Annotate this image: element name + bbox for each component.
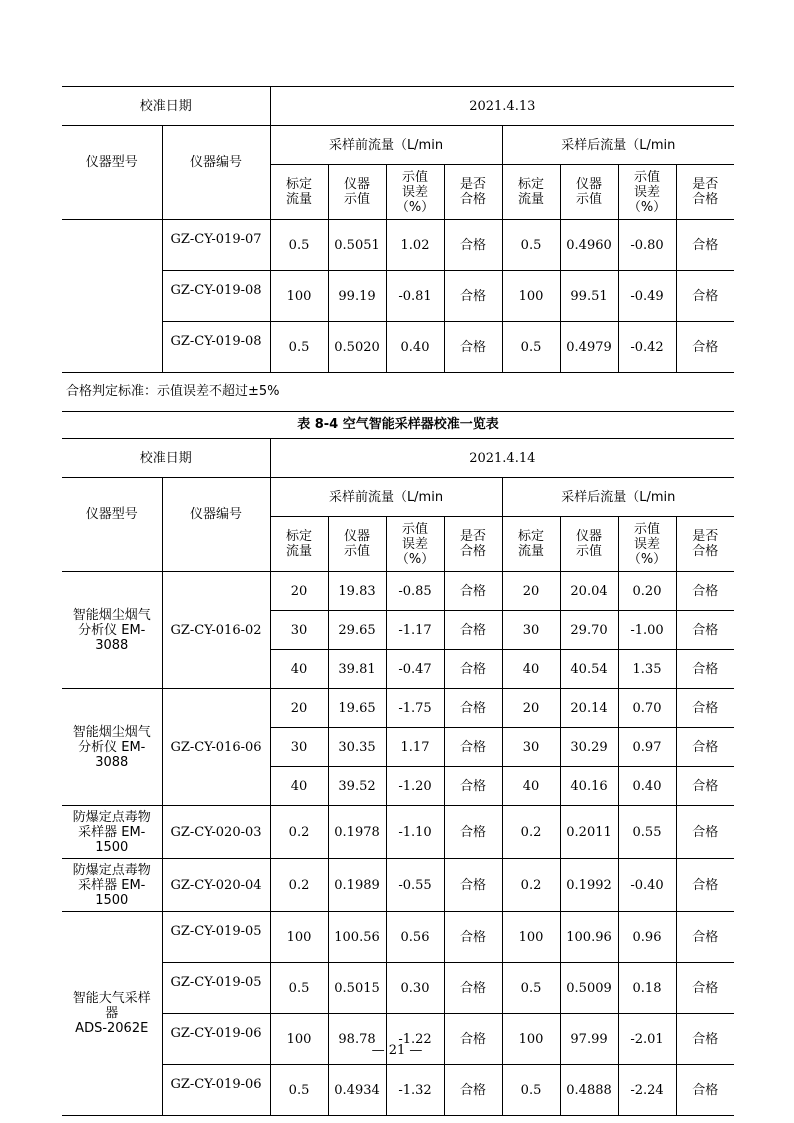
post-value: 合格: [676, 1014, 734, 1065]
post-value: 0.96: [618, 912, 676, 963]
post-value: 29.70: [560, 611, 618, 650]
post-value: 合格: [676, 572, 734, 611]
post-value: 0.5: [502, 963, 560, 1014]
post-value: -2.24: [618, 1065, 676, 1116]
pre-value: 合格: [444, 912, 502, 963]
id-cell: GZ-CY-019-06: [162, 1014, 270, 1065]
post-value: 40.54: [560, 650, 618, 689]
pre-value: 合格: [444, 767, 502, 806]
pre-value: 0.2: [270, 859, 328, 912]
pre-value: 合格: [444, 611, 502, 650]
sub-header: 仪器 示值: [560, 517, 618, 572]
post-value: 100: [502, 1014, 560, 1065]
pre-value: 合格: [444, 650, 502, 689]
pre-value: 0.4934: [328, 1065, 386, 1116]
post-value: 0.70: [618, 689, 676, 728]
post-value: 0.5: [502, 220, 560, 271]
pre-value: 19.83: [328, 572, 386, 611]
post-value: 100.96: [560, 912, 618, 963]
post-value: 20: [502, 572, 560, 611]
table-caption: 表 8-4 空气智能采样器校准一览表: [297, 417, 499, 432]
post-value: 0.1992: [560, 859, 618, 912]
sub-header: 示值 误差 （%）: [618, 165, 676, 220]
pre-value: 合格: [444, 271, 502, 322]
post-value: 0.5009: [560, 963, 618, 1014]
post-value: 20.14: [560, 689, 618, 728]
pre-value: 30: [270, 728, 328, 767]
qualification-note: 合格判定标准：示值误差不超过±5%: [62, 373, 734, 412]
pre-value: -1.75: [386, 689, 444, 728]
table-row: [62, 1065, 734, 1116]
id-cell: GZ-CY-019-07: [162, 220, 270, 271]
pre-value: 0.5: [270, 322, 328, 373]
pre-flow-header: 采样前流量（L/min: [270, 478, 502, 517]
table-row: [62, 912, 734, 963]
pre-value: 0.5015: [328, 963, 386, 1014]
post-value: 30: [502, 611, 560, 650]
model-cell: 智能烟尘烟气 分析仪 EM- 3088: [62, 689, 162, 806]
id-cell: GZ-CY-019-08: [162, 322, 270, 373]
post-value: 合格: [676, 767, 734, 806]
post-value: 99.51: [560, 271, 618, 322]
pre-value: 98.78: [328, 1014, 386, 1065]
pre-value: 0.1989: [328, 859, 386, 912]
pre-value: -1.32: [386, 1065, 444, 1116]
post-value: 合格: [676, 611, 734, 650]
pre-value: 100.56: [328, 912, 386, 963]
id-cell: GZ-CY-016-06: [162, 689, 270, 806]
post-value: 合格: [676, 689, 734, 728]
pre-value: 0.5020: [328, 322, 386, 373]
post-value: 0.40: [618, 767, 676, 806]
pre-value: 合格: [444, 963, 502, 1014]
pre-value: 100: [270, 271, 328, 322]
pre-value: 30.35: [328, 728, 386, 767]
pre-flow-header: 采样前流量（L/min: [270, 126, 502, 165]
id-cell: GZ-CY-020-03: [162, 806, 270, 859]
pre-value: 20: [270, 689, 328, 728]
pre-value: 0.40: [386, 322, 444, 373]
model-header: 仪器型号: [62, 126, 162, 220]
pre-value: -0.55: [386, 859, 444, 912]
id-cell: GZ-CY-019-06: [162, 1065, 270, 1116]
model-cell: 智能烟尘烟气 分析仪 EM- 3088: [62, 572, 162, 689]
pre-value: 99.19: [328, 271, 386, 322]
post-value: -0.49: [618, 271, 676, 322]
post-value: 0.4979: [560, 322, 618, 373]
post-value: 0.97: [618, 728, 676, 767]
table-row: [62, 271, 734, 322]
pre-value: 合格: [444, 572, 502, 611]
sub-header: 示值 误差 （%）: [386, 165, 444, 220]
post-flow-header: 采样后流量（L/min: [502, 126, 734, 165]
post-value: 0.4888: [560, 1065, 618, 1116]
pre-value: 合格: [444, 859, 502, 912]
post-value: 40: [502, 767, 560, 806]
post-value: 30: [502, 728, 560, 767]
pre-value: 30: [270, 611, 328, 650]
post-value: 100: [502, 912, 560, 963]
sub-header: 是否 合格: [676, 517, 734, 572]
id-cell: GZ-CY-019-08: [162, 271, 270, 322]
page-number: — 21 —: [371, 1043, 423, 1058]
pre-value: 0.5: [270, 220, 328, 271]
model-cell: 智能大气采样 器 ADS-2062E: [62, 912, 162, 1116]
model-cell: 防爆定点毒物 采样器 EM- 1500: [62, 806, 162, 859]
post-value: -0.40: [618, 859, 676, 912]
post-value: 0.18: [618, 963, 676, 1014]
post-flow-header: 采样后流量（L/min: [502, 478, 734, 517]
post-value: 0.55: [618, 806, 676, 859]
pre-value: 合格: [444, 689, 502, 728]
pre-value: 20: [270, 572, 328, 611]
pre-value: 0.5: [270, 963, 328, 1014]
sub-header: 仪器 示值: [328, 517, 386, 572]
post-value: 0.20: [618, 572, 676, 611]
pre-value: 0.2: [270, 806, 328, 859]
pre-value: 40: [270, 767, 328, 806]
post-value: 合格: [676, 859, 734, 912]
pre-value: 19.65: [328, 689, 386, 728]
id-header: 仪器编号: [162, 126, 270, 220]
model-header: 仪器型号: [62, 478, 162, 572]
table-row: [62, 689, 734, 728]
pre-value: -1.17: [386, 611, 444, 650]
pre-value: -0.81: [386, 271, 444, 322]
id-cell: GZ-CY-016-02: [162, 572, 270, 689]
date-value: 2021.4.14: [270, 439, 734, 478]
sub-header: 是否 合格: [444, 165, 502, 220]
post-value: 97.99: [560, 1014, 618, 1065]
pre-value: 合格: [444, 728, 502, 767]
post-value: 合格: [676, 650, 734, 689]
pre-value: -1.20: [386, 767, 444, 806]
post-value: 合格: [676, 806, 734, 859]
post-value: 0.5: [502, 1065, 560, 1116]
post-value: -0.80: [618, 220, 676, 271]
id-cell: GZ-CY-019-05: [162, 963, 270, 1014]
post-value: -1.00: [618, 611, 676, 650]
post-value: 0.2011: [560, 806, 618, 859]
pre-value: 100: [270, 1014, 328, 1065]
post-value: 合格: [676, 912, 734, 963]
post-value: 合格: [676, 271, 734, 322]
pre-value: 合格: [444, 1065, 502, 1116]
post-value: 100: [502, 271, 560, 322]
post-value: -0.42: [618, 322, 676, 373]
post-value: 0.5: [502, 322, 560, 373]
sub-header: 示值 误差 （%）: [386, 517, 444, 572]
model-cell: [62, 220, 162, 373]
sub-header: 标定 流量: [270, 517, 328, 572]
calibration-table-2: [62, 438, 734, 1116]
pre-value: 合格: [444, 1014, 502, 1065]
sub-header: 标定 流量: [270, 165, 328, 220]
post-value: 40.16: [560, 767, 618, 806]
pre-value: -0.85: [386, 572, 444, 611]
sub-header: 标定 流量: [502, 165, 560, 220]
sub-header: 仪器 示值: [560, 165, 618, 220]
pre-value: 1.02: [386, 220, 444, 271]
table-row: [62, 322, 734, 373]
pre-value: 39.52: [328, 767, 386, 806]
post-value: 30.29: [560, 728, 618, 767]
model-cell: 防爆定点毒物 采样器 EM- 1500: [62, 859, 162, 912]
date-label: 校准日期: [62, 439, 270, 478]
calibration-table-1: [62, 86, 734, 373]
post-value: 合格: [676, 322, 734, 373]
pre-value: 0.56: [386, 912, 444, 963]
pre-value: 0.30: [386, 963, 444, 1014]
post-value: 0.4960: [560, 220, 618, 271]
pre-value: 合格: [444, 806, 502, 859]
post-value: 1.35: [618, 650, 676, 689]
post-value: 合格: [676, 220, 734, 271]
post-value: 0.2: [502, 806, 560, 859]
date-label: 校准日期: [62, 87, 270, 126]
table-row: [62, 572, 734, 611]
id-cell: GZ-CY-019-05: [162, 912, 270, 963]
table-row: [62, 963, 734, 1014]
sub-header: 是否 合格: [444, 517, 502, 572]
page-content: [62, 86, 734, 1116]
sub-header: 仪器 示值: [328, 165, 386, 220]
post-value: -2.01: [618, 1014, 676, 1065]
pre-value: 39.81: [328, 650, 386, 689]
id-header: 仪器编号: [162, 478, 270, 572]
sub-header: 是否 合格: [676, 165, 734, 220]
pre-value: 0.5051: [328, 220, 386, 271]
pre-value: -0.47: [386, 650, 444, 689]
pre-value: 合格: [444, 220, 502, 271]
sub-header: 标定 流量: [502, 517, 560, 572]
table-row: [62, 806, 734, 859]
pre-value: -1.10: [386, 806, 444, 859]
pre-value: 0.1978: [328, 806, 386, 859]
post-value: 合格: [676, 963, 734, 1014]
pre-value: -1.22: [386, 1014, 444, 1065]
post-value: 0.2: [502, 859, 560, 912]
post-value: 40: [502, 650, 560, 689]
pre-value: 合格: [444, 322, 502, 373]
post-value: 合格: [676, 728, 734, 767]
table-row: [62, 859, 734, 912]
pre-value: 40: [270, 650, 328, 689]
post-value: 合格: [676, 1065, 734, 1116]
sub-header: 示值 误差 （%）: [618, 517, 676, 572]
table-row: [62, 220, 734, 271]
post-value: 20.04: [560, 572, 618, 611]
pre-value: 29.65: [328, 611, 386, 650]
pre-value: 1.17: [386, 728, 444, 767]
id-cell: GZ-CY-020-04: [162, 859, 270, 912]
pre-value: 0.5: [270, 1065, 328, 1116]
pre-value: 100: [270, 912, 328, 963]
date-value: 2021.4.13: [270, 87, 734, 126]
post-value: 20: [502, 689, 560, 728]
